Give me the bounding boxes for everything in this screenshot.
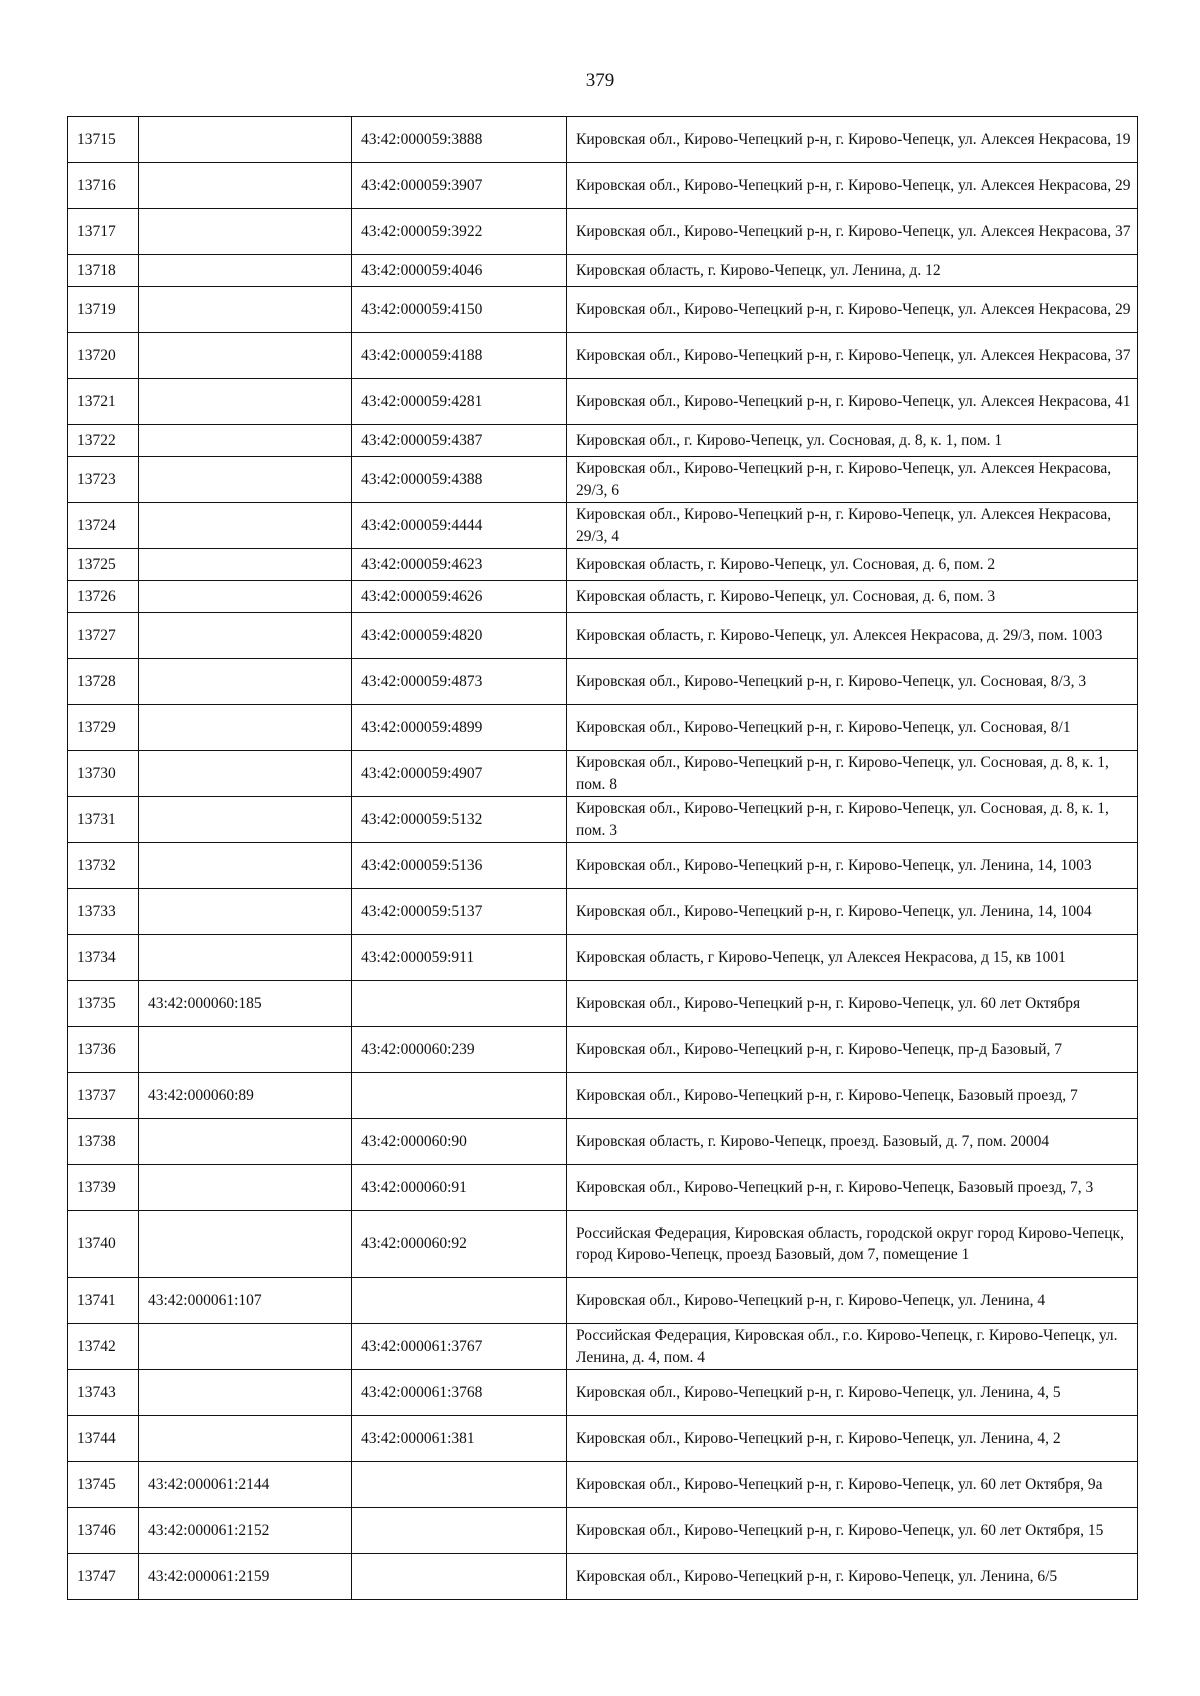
address-cell: Кировская обл., Кирово-Чепецкий р-н, г. Кирово-Чепецк, ул. Алексея Некрасова, 29/3, 4 bbox=[567, 503, 1138, 549]
row-number-cell: 13738 bbox=[68, 1119, 139, 1165]
address-cell: Кировская обл., Кирово-Чепецкий р-н, г. Кирово-Чепецк, ул. Алексея Некрасова, 19 bbox=[567, 117, 1138, 163]
cadastral-number-cell bbox=[139, 1119, 352, 1165]
cadastral-number-cell: 43:42:000060:89 bbox=[139, 1073, 352, 1119]
row-number-cell: 13723 bbox=[68, 457, 139, 503]
address-cell: Кировская обл., Кирово-Чепецкий р-н, г. Кирово-Чепецк, ул. Ленина, 4, 2 bbox=[567, 1416, 1138, 1462]
table-row bbox=[68, 209, 1138, 255]
address-cell: Кировская область, г. Кирово-Чепецк, проезд. Базовый, д. 7, пом. 20004 bbox=[567, 1119, 1138, 1165]
row-number-cell: 13720 bbox=[68, 333, 139, 379]
cadastral-number-cell: 43:42:000061:107 bbox=[139, 1278, 352, 1324]
cadastral-number-cell bbox=[139, 1324, 352, 1370]
cadastral-number-cell bbox=[139, 1370, 352, 1416]
table-row bbox=[68, 1508, 1138, 1554]
cadastral-number-cell bbox=[139, 659, 352, 705]
row-number-cell: 13715 bbox=[68, 117, 139, 163]
row-number-cell: 13740 bbox=[68, 1211, 139, 1278]
cadastral-number-cell: 43:42:000060:185 bbox=[139, 981, 352, 1027]
cadastral-number-cell: 43:42:000059:4626 bbox=[352, 581, 567, 613]
cadastral-number-cell bbox=[139, 889, 352, 935]
row-number-cell: 13746 bbox=[68, 1508, 139, 1554]
address-cell: Кировская обл., Кирово-Чепецкий р-н, г. Кирово-Чепецк, ул. Ленина, 14, 1003 bbox=[567, 843, 1138, 889]
cadastral-number-cell bbox=[139, 705, 352, 751]
cadastral-number-cell: 43:42:000061:2152 bbox=[139, 1508, 352, 1554]
cadastral-number-cell: 43:42:000059:3907 bbox=[352, 163, 567, 209]
cadastral-number-cell bbox=[352, 1278, 567, 1324]
table-row bbox=[68, 1211, 1138, 1278]
cadastral-number-cell bbox=[139, 751, 352, 797]
address-cell: Кировская обл., Кирово-Чепецкий р-н, г. Кирово-Чепецк, ул. Ленина, 4, 5 bbox=[567, 1370, 1138, 1416]
cadastral-number-cell bbox=[139, 1416, 352, 1462]
registry-table-body bbox=[68, 117, 1138, 1600]
row-number-cell: 13733 bbox=[68, 889, 139, 935]
table-row bbox=[68, 613, 1138, 659]
row-number-cell: 13725 bbox=[68, 549, 139, 581]
cadastral-number-cell bbox=[139, 549, 352, 581]
cadastral-number-cell bbox=[139, 581, 352, 613]
cadastral-number-cell: 43:42:000059:4907 bbox=[352, 751, 567, 797]
address-cell: Кировская обл., Кирово-Чепецкий р-н, г. Кирово-Чепецк, ул. Алексея Некрасова, 37 bbox=[567, 333, 1138, 379]
address-cell: Кировская обл., Кирово-Чепецкий р-н, г. Кирово-Чепецк, ул. Ленина, 4 bbox=[567, 1278, 1138, 1324]
table-row bbox=[68, 889, 1138, 935]
cadastral-number-cell: 43:42:000059:4820 bbox=[352, 613, 567, 659]
row-number-cell: 13727 bbox=[68, 613, 139, 659]
row-number-cell: 13741 bbox=[68, 1278, 139, 1324]
table-row bbox=[68, 1462, 1138, 1508]
row-number-cell: 13731 bbox=[68, 797, 139, 843]
address-cell: Кировская обл., Кирово-Чепецкий р-н, г. Кирово-Чепецк, ул. Сосновая, 8/3, 3 bbox=[567, 659, 1138, 705]
address-cell: Кировская обл., Кирово-Чепецкий р-н, г. Кирово-Чепецк, ул. 60 лет Октября, 15 bbox=[567, 1508, 1138, 1554]
row-number-cell: 13736 bbox=[68, 1027, 139, 1073]
cadastral-number-cell bbox=[139, 379, 352, 425]
table-row bbox=[68, 1554, 1138, 1600]
cadastral-number-cell: 43:42:000059:911 bbox=[352, 935, 567, 981]
table-row bbox=[68, 549, 1138, 581]
row-number-cell: 13743 bbox=[68, 1370, 139, 1416]
cadastral-number-cell bbox=[139, 163, 352, 209]
cadastral-number-cell: 43:42:000060:239 bbox=[352, 1027, 567, 1073]
cadastral-number-cell: 43:42:000060:91 bbox=[352, 1165, 567, 1211]
page-number: 379 bbox=[585, 70, 615, 91]
cadastral-number-cell: 43:42:000061:2144 bbox=[139, 1462, 352, 1508]
table-row bbox=[68, 1416, 1138, 1462]
table-row bbox=[68, 379, 1138, 425]
cadastral-number-cell: 43:42:000060:90 bbox=[352, 1119, 567, 1165]
cadastral-number-cell: 43:42:000059:4046 bbox=[352, 255, 567, 287]
row-number-cell: 13729 bbox=[68, 705, 139, 751]
cadastral-number-cell: 43:42:000059:5132 bbox=[352, 797, 567, 843]
cadastral-number-cell: 43:42:000059:5137 bbox=[352, 889, 567, 935]
table-row bbox=[68, 503, 1138, 549]
address-cell: Российская Федерация, Кировская область, городской округ город Кирово-Чепецк, город Кирово-Чепецк, проезд Базовый, дом 7, помещение 1 bbox=[567, 1211, 1138, 1278]
row-number-cell: 13716 bbox=[68, 163, 139, 209]
table-row bbox=[68, 1119, 1138, 1165]
cadastral-number-cell bbox=[139, 935, 352, 981]
cadastral-number-cell: 43:42:000059:4623 bbox=[352, 549, 567, 581]
cadastral-number-cell bbox=[352, 1462, 567, 1508]
address-cell: Кировская область, г Кирово-Чепецк, ул Алексея Некрасова, д 15, кв 1001 bbox=[567, 935, 1138, 981]
row-number-cell: 13742 bbox=[68, 1324, 139, 1370]
table-row bbox=[68, 457, 1138, 503]
cadastral-number-cell: 43:42:000061:2159 bbox=[139, 1554, 352, 1600]
address-cell: Кировская обл., Кирово-Чепецкий р-н, г. Кирово-Чепецк, пр-д Базовый, 7 bbox=[567, 1027, 1138, 1073]
table-row bbox=[68, 1027, 1138, 1073]
cadastral-number-cell bbox=[139, 117, 352, 163]
row-number-cell: 13735 bbox=[68, 981, 139, 1027]
row-number-cell: 13737 bbox=[68, 1073, 139, 1119]
row-number-cell: 13722 bbox=[68, 425, 139, 457]
cadastral-number-cell: 43:42:000059:4873 bbox=[352, 659, 567, 705]
table-row bbox=[68, 425, 1138, 457]
cadastral-number-cell bbox=[139, 843, 352, 889]
row-number-cell: 13732 bbox=[68, 843, 139, 889]
row-number-cell: 13728 bbox=[68, 659, 139, 705]
row-number-cell: 13717 bbox=[68, 209, 139, 255]
address-cell: Кировская обл., Кирово-Чепецкий р-н, г. Кирово-Чепецк, ул. Сосновая, д. 8, к. 1, пом. 3 bbox=[567, 797, 1138, 843]
cadastral-number-cell bbox=[352, 1508, 567, 1554]
cadastral-number-cell: 43:42:000059:3922 bbox=[352, 209, 567, 255]
row-number-cell: 13745 bbox=[68, 1462, 139, 1508]
cadastral-number-cell: 43:42:000059:4188 bbox=[352, 333, 567, 379]
row-number-cell: 13747 bbox=[68, 1554, 139, 1600]
cadastral-number-cell: 43:42:000059:4387 bbox=[352, 425, 567, 457]
cadastral-number-cell bbox=[352, 1554, 567, 1600]
cadastral-number-cell bbox=[139, 333, 352, 379]
row-number-cell: 13724 bbox=[68, 503, 139, 549]
address-cell: Кировская обл., Кирово-Чепецкий р-н, г. Кирово-Чепецк, ул. Алексея Некрасова, 29 bbox=[567, 163, 1138, 209]
address-cell: Кировская обл., Кирово-Чепецкий р-н, г. Кирово-Чепецк, ул. Сосновая, д. 8, к. 1, пом. 8 bbox=[567, 751, 1138, 797]
row-number-cell: 13718 bbox=[68, 255, 139, 287]
row-number-cell: 13721 bbox=[68, 379, 139, 425]
table-row bbox=[68, 1165, 1138, 1211]
cadastral-number-cell: 43:42:000059:4388 bbox=[352, 457, 567, 503]
address-cell: Кировская обл., Кирово-Чепецкий р-н, г. Кирово-Чепецк, ул. Ленина, 14, 1004 bbox=[567, 889, 1138, 935]
address-cell: Кировская обл., Кирово-Чепецкий р-н, г. Кирово-Чепецк, ул. Алексея Некрасова, 29/3, 6 bbox=[567, 457, 1138, 503]
table-row bbox=[68, 117, 1138, 163]
cadastral-number-cell: 43:42:000059:5136 bbox=[352, 843, 567, 889]
address-cell: Кировская область, г. Кирово-Чепецк, ул. Сосновая, д. 6, пом. 2 bbox=[567, 549, 1138, 581]
address-cell: Кировская область, г. Кирово-Чепецк, ул. Ленина, д. 12 bbox=[567, 255, 1138, 287]
address-cell: Кировская обл., Кирово-Чепецкий р-н, г. Кирово-Чепецк, Базовый проезд, 7, 3 bbox=[567, 1165, 1138, 1211]
cadastral-number-cell: 43:42:000061:381 bbox=[352, 1416, 567, 1462]
table-row bbox=[68, 1370, 1138, 1416]
cadastral-number-cell bbox=[139, 503, 352, 549]
cadastral-number-cell bbox=[139, 457, 352, 503]
table-row bbox=[68, 333, 1138, 379]
address-cell: Кировская область, г. Кирово-Чепецк, ул. Сосновая, д. 6, пом. 3 bbox=[567, 581, 1138, 613]
address-cell: Кировская обл., Кирово-Чепецкий р-н, г. Кирово-Чепецк, ул. Алексея Некрасова, 29 bbox=[567, 287, 1138, 333]
cadastral-number-cell bbox=[139, 797, 352, 843]
row-number-cell: 13739 bbox=[68, 1165, 139, 1211]
address-cell: Кировская обл., Кирово-Чепецкий р-н, г. Кирово-Чепецк, ул. Алексея Некрасова, 37 bbox=[567, 209, 1138, 255]
cadastral-number-cell: 43:42:000059:3888 bbox=[352, 117, 567, 163]
row-number-cell: 13744 bbox=[68, 1416, 139, 1462]
cadastral-number-cell: 43:42:000059:4281 bbox=[352, 379, 567, 425]
row-number-cell: 13726 bbox=[68, 581, 139, 613]
table-row bbox=[68, 935, 1138, 981]
cadastral-number-cell: 43:42:000060:92 bbox=[352, 1211, 567, 1278]
table-row bbox=[68, 287, 1138, 333]
address-cell: Российская Федерация, Кировская обл., г.о. Кирово-Чепецк, г. Кирово-Чепецк, ул. Ленина, д. 4, пом. 4 bbox=[567, 1324, 1138, 1370]
cadastral-number-cell bbox=[352, 1073, 567, 1119]
address-cell: Кировская обл., Кирово-Чепецкий р-н, г. Кирово-Чепецк, ул. Ленина, 6/5 bbox=[567, 1554, 1138, 1600]
table-row bbox=[68, 255, 1138, 287]
cadastral-number-cell bbox=[139, 255, 352, 287]
address-cell: Кировская обл., г. Кирово-Чепецк, ул. Сосновая, д. 8, к. 1, пом. 1 bbox=[567, 425, 1138, 457]
cadastral-registry-table bbox=[67, 116, 1138, 1600]
table-row bbox=[68, 705, 1138, 751]
cadastral-number-cell bbox=[139, 613, 352, 659]
table-row bbox=[68, 751, 1138, 797]
table-row bbox=[68, 981, 1138, 1027]
cadastral-number-cell: 43:42:000059:4150 bbox=[352, 287, 567, 333]
row-number-cell: 13719 bbox=[68, 287, 139, 333]
cadastral-number-cell bbox=[139, 209, 352, 255]
table-row bbox=[68, 659, 1138, 705]
address-cell: Кировская обл., Кирово-Чепецкий р-н, г. Кирово-Чепецк, ул. Алексея Некрасова, 41 bbox=[567, 379, 1138, 425]
table-row bbox=[68, 1073, 1138, 1119]
address-cell: Кировская обл., Кирово-Чепецкий р-н, г. Кирово-Чепецк, ул. 60 лет Октября, 9а bbox=[567, 1462, 1138, 1508]
address-cell: Кировская обл., Кирово-Чепецкий р-н, г. Кирово-Чепецк, Базовый проезд, 7 bbox=[567, 1073, 1138, 1119]
cadastral-number-cell bbox=[352, 981, 567, 1027]
cadastral-number-cell bbox=[139, 1165, 352, 1211]
table-row bbox=[68, 843, 1138, 889]
address-cell: Кировская обл., Кирово-Чепецкий р-н, г. Кирово-Чепецк, ул. 60 лет Октября bbox=[567, 981, 1138, 1027]
cadastral-number-cell: 43:42:000059:4444 bbox=[352, 503, 567, 549]
row-number-cell: 13730 bbox=[68, 751, 139, 797]
cadastral-number-cell: 43:42:000061:3768 bbox=[352, 1370, 567, 1416]
table-row bbox=[68, 163, 1138, 209]
cadastral-number-cell: 43:42:000059:4899 bbox=[352, 705, 567, 751]
cadastral-number-cell: 43:42:000061:3767 bbox=[352, 1324, 567, 1370]
table-row bbox=[68, 797, 1138, 843]
table-row bbox=[68, 1278, 1138, 1324]
table-row bbox=[68, 1324, 1138, 1370]
row-number-cell: 13734 bbox=[68, 935, 139, 981]
table-row bbox=[68, 581, 1138, 613]
cadastral-number-cell bbox=[139, 287, 352, 333]
cadastral-number-cell bbox=[139, 1211, 352, 1278]
address-cell: Кировская обл., Кирово-Чепецкий р-н, г. Кирово-Чепецк, ул. Сосновая, 8/1 bbox=[567, 705, 1138, 751]
cadastral-number-cell bbox=[139, 1027, 352, 1073]
cadastral-number-cell bbox=[139, 425, 352, 457]
address-cell: Кировская область, г. Кирово-Чепецк, ул. Алексея Некрасова, д. 29/3, пом. 1003 bbox=[567, 613, 1138, 659]
